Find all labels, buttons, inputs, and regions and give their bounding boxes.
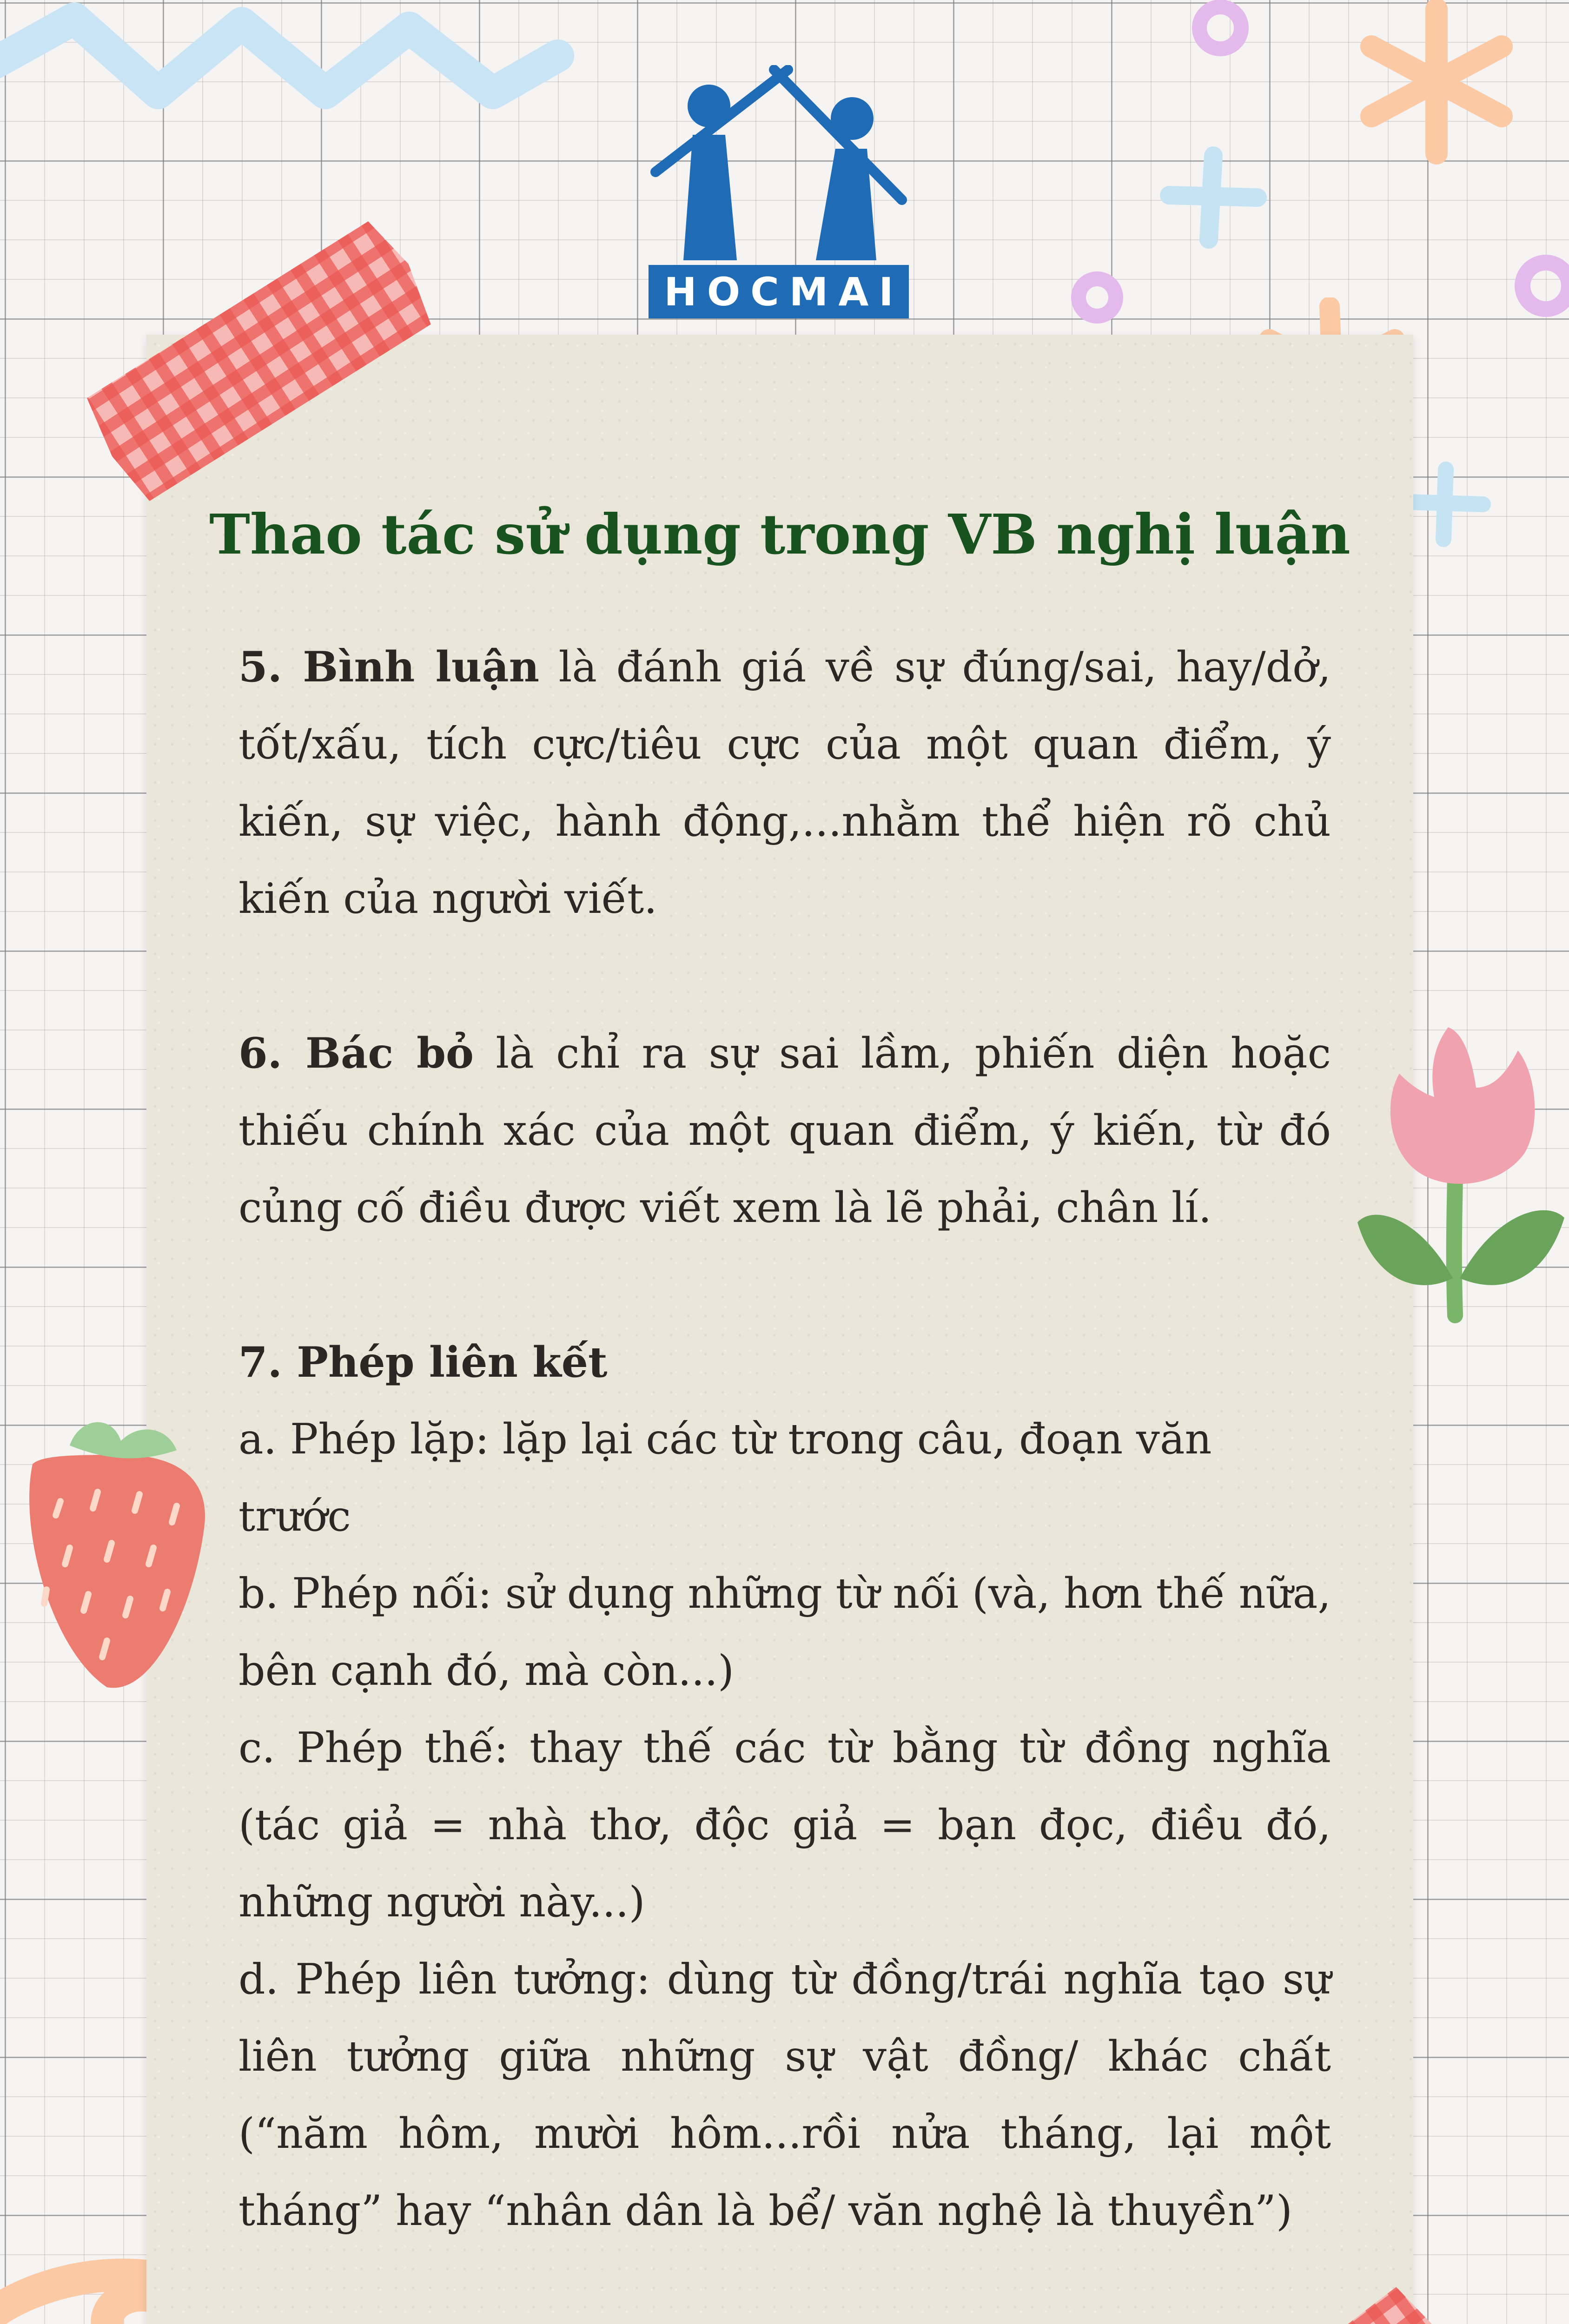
section-5-paragraph <box>238 628 1331 938</box>
section-6-paragraph <box>238 1015 1331 1247</box>
hocmai-logo <box>649 65 909 318</box>
asterisk-orange-icon <box>1353 0 1520 167</box>
ring-icon <box>1188 0 1253 65</box>
section-5-heading: 5. Bình luận <box>238 642 540 692</box>
ring-right-icon <box>1511 251 1569 325</box>
section-7-heading: 7. Phép liên kết <box>238 1338 608 1387</box>
spacer <box>238 938 1331 1015</box>
plus-blue-small-icon <box>1399 460 1492 548</box>
logo-wordmark: HOCMAI <box>649 265 909 318</box>
content-body <box>238 628 1331 2250</box>
page-title: Thao tác sử dụng trong VB nghị luận <box>209 502 1351 567</box>
section-7-item: b. Phép nối: sử dụng những từ nối (và, hơn thế nữa, bên cạnh đó, mà còn...) <box>238 1569 1331 1695</box>
section-6-body: là chỉ ra sự sai lầm, phiến diện hoặc thiếu chính xác của một quan điểm, ý kiến, từ đó củng cố điều được viết xem là lẽ phải, chân lí. <box>238 1029 1331 1232</box>
zigzag-blue-top-icon <box>0 0 576 139</box>
ring-small-icon <box>1065 265 1130 330</box>
logo-figures-icon <box>649 65 909 265</box>
tulip-icon <box>1355 1018 1569 1325</box>
strawberry-icon <box>0 1408 218 1697</box>
section-7-item: a. Phép lặp: lặp lại các từ trong câu, đoạn văn trước <box>238 1415 1212 1541</box>
section-5-body: là đánh giá về sự đúng/sai, hay/dở, tốt/xấu, tích cực/tiêu cực của một quan điểm, ý kiến, sự việc, hành động,...nhằm thể hiện rõ chủ kiến của người viết. <box>238 643 1331 923</box>
section-6-heading: 6. Bác bỏ <box>238 1029 474 1078</box>
section-7-item: c. Phép thế: thay thế các từ bằng từ đồng nghĩa (tác giả = nhà thơ, độc giả = bạn đọc, điều đó, những người này...) <box>238 1723 1331 1927</box>
section-7-item: d. Phép liên tưởng: dùng từ đồng/trái nghĩa tạo sự liên tưởng giữa những sự vật đồng/ khác chất (“năm hôm, mười hôm...rồi nửa tháng, lại một tháng” hay “nhân dân là bể/ văn nghệ là thuyền”) <box>238 1955 1331 2235</box>
plus-blue-icon <box>1158 144 1269 251</box>
spacer <box>238 1247 1331 1324</box>
